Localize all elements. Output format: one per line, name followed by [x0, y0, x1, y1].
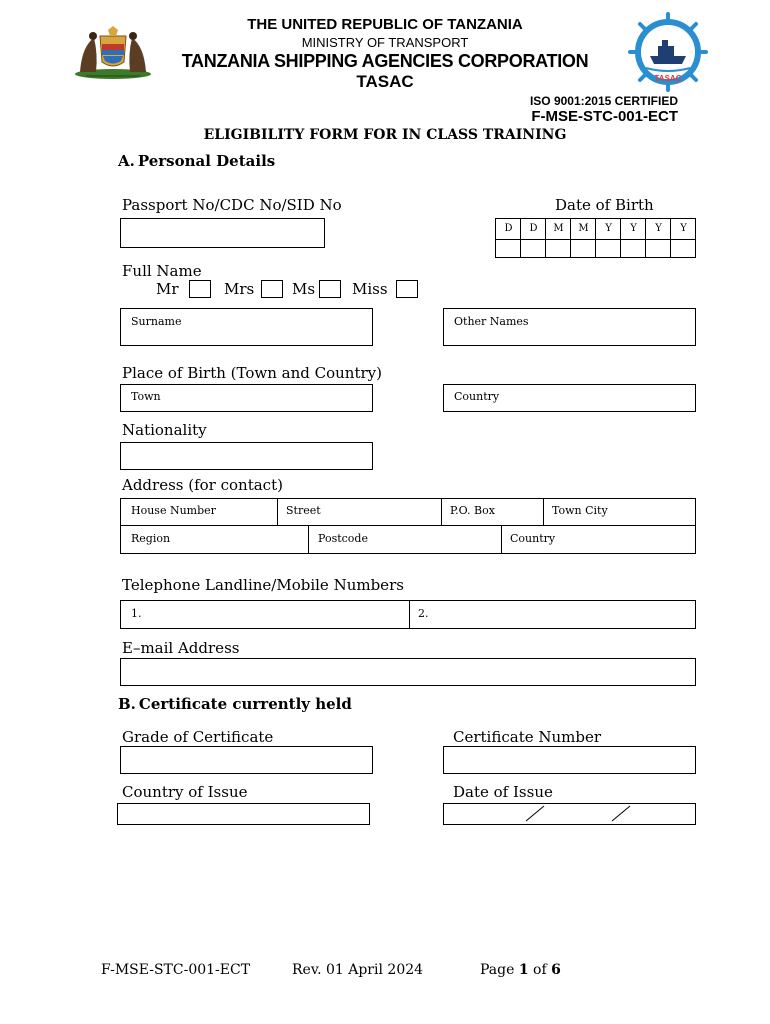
dob-cell-y2: Y [630, 223, 637, 234]
nationality-input[interactable] [120, 442, 373, 470]
telephone-label: Telephone Landline/Mobile Numbers [122, 576, 404, 594]
country-issue-label: Country of Issue [122, 783, 248, 801]
town-city-label: Town City [552, 504, 608, 517]
page-total: 6 [551, 962, 561, 978]
email-label: E–mail Address [122, 639, 240, 657]
date-issue-input[interactable] [443, 803, 696, 825]
dob-cell-y4: Y [680, 223, 687, 234]
address-country-field[interactable] [501, 526, 695, 553]
street-field[interactable] [277, 499, 442, 525]
postcode-field[interactable] [308, 526, 502, 553]
address-country-label: Country [510, 532, 556, 545]
region-label: Region [131, 532, 171, 545]
other-names-input[interactable] [443, 308, 696, 346]
surname-input[interactable] [120, 308, 373, 346]
nationality-label: Nationality [122, 421, 207, 439]
birth-country-label: Country [454, 390, 500, 403]
house-number-label: House Number [131, 504, 216, 517]
tasac-logo-text: TASAC [654, 74, 682, 83]
dob-grid[interactable] [495, 218, 696, 258]
surname-label: Surname [131, 315, 182, 328]
po-box-field[interactable] [441, 499, 544, 525]
place-of-birth-label: Place of Birth (Town and Country) [122, 364, 382, 382]
title-miss-label: Miss [352, 280, 388, 298]
telephone-row [120, 600, 696, 629]
dob-cell-y1: Y [605, 223, 612, 234]
header-tasac: TASAC [356, 72, 414, 91]
title-mr-checkbox[interactable] [189, 280, 211, 298]
footer-page-number [480, 962, 561, 978]
birth-town-label: Town [131, 390, 161, 403]
form-code: F-MSE-STC-001-ECT [531, 108, 678, 125]
page-of: of [528, 962, 552, 978]
grade-label: Grade of Certificate [122, 728, 274, 746]
birth-town-input[interactable] [120, 384, 373, 412]
birth-country-input[interactable] [443, 384, 696, 412]
town-city-field[interactable] [543, 499, 695, 525]
date-issue-label: Date of Issue [453, 783, 553, 801]
section-b-title: B. Certificate currently held [118, 695, 352, 713]
postcode-label: Postcode [318, 532, 368, 545]
form-title: ELIGIBILITY FORM FOR IN CLASS TRAINING [203, 127, 567, 143]
title-miss-checkbox[interactable] [396, 280, 418, 298]
footer-revision: Rev. 01 April 2024 [292, 962, 424, 978]
region-field[interactable] [121, 526, 309, 553]
passport-label: Passport No/CDC No/SID No [122, 196, 342, 214]
country-issue-input[interactable] [117, 803, 370, 825]
cert-number-label: Certificate Number [453, 728, 602, 746]
dob-cell-y3: Y [655, 223, 662, 234]
title-mr-label: Mr [156, 280, 179, 298]
dob-cell-m2: M [578, 223, 589, 234]
iso-certification: ISO 9001:2015 CERTIFIED [529, 94, 678, 108]
full-name-label: Full Name [122, 262, 202, 280]
street-label: Street [286, 504, 321, 517]
section-a-title: A. Personal Details [118, 152, 276, 170]
address-row-1 [120, 498, 696, 526]
page-prefix: Page [480, 962, 519, 978]
phone-2-field[interactable] [409, 601, 695, 628]
header-ministry: MINISTRY OF TRANSPORT [301, 35, 469, 50]
cert-number-input[interactable] [443, 746, 696, 774]
po-box-label: P.O. Box [450, 504, 495, 517]
header-republic: THE UNITED REPUBLIC OF TANZANIA [247, 16, 523, 33]
address-row-2 [120, 525, 696, 554]
email-input[interactable] [120, 658, 696, 686]
dob-cell-d2: D [529, 223, 538, 234]
dob-label: Date of Birth [555, 196, 654, 214]
title-mrs-label: Mrs [224, 280, 255, 298]
grade-input[interactable] [120, 746, 373, 774]
page-current: 1 [518, 962, 529, 978]
address-label: Address (for contact) [122, 476, 283, 494]
dob-cell-d1: D [504, 223, 513, 234]
phone-1-field[interactable] [121, 601, 410, 628]
date-separator-slashes [444, 804, 695, 824]
footer-code: F-MSE-STC-001-ECT [101, 962, 251, 978]
phone-2-label: 2. [418, 607, 429, 620]
title-ms-label: Ms [292, 280, 316, 298]
phone-1-label: 1. [131, 607, 142, 620]
house-number-field[interactable] [121, 499, 278, 525]
other-names-label: Other Names [454, 315, 529, 328]
title-mrs-checkbox[interactable] [261, 280, 283, 298]
passport-input[interactable] [120, 218, 325, 248]
header-corporation: TANZANIA SHIPPING AGENCIES CORPORATION [181, 51, 589, 71]
dob-cell-m1: M [553, 223, 564, 234]
title-ms-checkbox[interactable] [319, 280, 341, 298]
